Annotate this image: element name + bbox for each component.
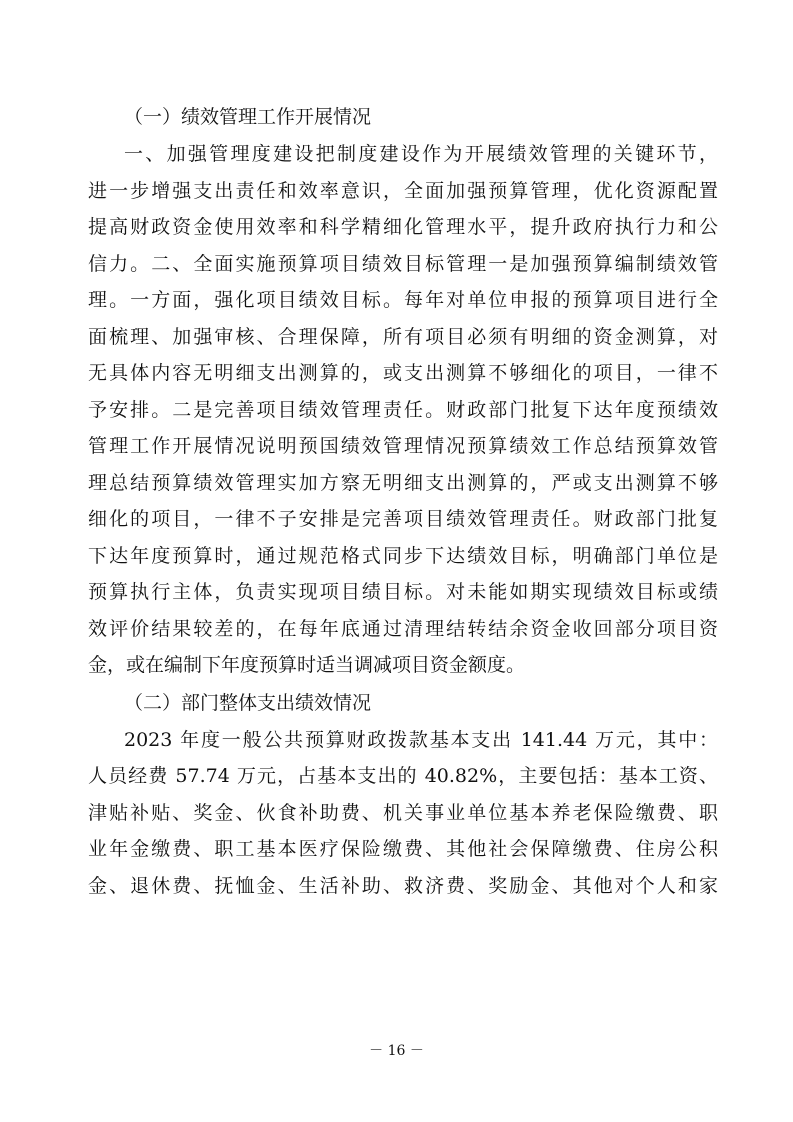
text-line: 信力。二、全面实施预算项目绩效目标管理一是加强预算编制绩效管: [88, 252, 718, 275]
text-line: 金、退休费、抚恤金、生活补助、救济费、奖励金、其他对个人和家: [88, 874, 718, 897]
section-paragraph-performance-management: [88, 136, 718, 684]
section-heading-department-expenditure: （二）部门整体支出绩效情况: [124, 691, 372, 714]
text-line: 管理工作开展情况说明预国绩效管理情况预算绩效工作总结预算效管: [88, 435, 718, 457]
section-paragraph-department-expenditure: [88, 722, 718, 905]
text-line: 金，或在编制下年度预算时适当调减项目资金额度。: [88, 654, 526, 676]
text-line: 效评价结果较差的，在每年底通过清理结转结余资金收回部分项目资: [88, 617, 718, 640]
text-line: 人员经费 57.74 万元，占基本支出的 40.82%，主要包括：基本工资、: [88, 765, 718, 787]
text-line: 一、加强管理度建设把制度建设作为开展绩效管理的关键环节，: [124, 143, 718, 165]
text-line: 进一步增强支出责任和效率意识，全面加强预算管理，优化资源配置: [88, 179, 718, 202]
text-line: 2023 年度一般公共预算财政拨款基本支出 141.44 万元，其中：: [124, 728, 718, 751]
text-line: 理总结预算绩效管理实加方察无明细支出测算的，严或支出测算不够: [88, 471, 718, 494]
text-line: 津贴补贴、奖金、伙食补助费、机关事业单位基本养老保险缴费、职: [88, 801, 718, 824]
text-line: 下达年度预算时，通过规范格式同步下达绩效目标，明确部门单位是: [88, 544, 718, 567]
text-line: 予安排。二是完善项目绩效管理责任。财政部门批复下达年度预绩效: [88, 398, 718, 421]
text-line: 预算执行主体，负责实现项目绩目标。对未能如期实现绩效目标或绩: [88, 581, 718, 603]
document-body: [88, 98, 718, 904]
text-line: 细化的项目，一律不子安排是完善项目绩效管理责任。财政部门批复: [88, 508, 718, 530]
text-line: 面梳理、加强审核、合理保障，所有项目必须有明细的资金测算，对: [88, 325, 718, 348]
text-line: 提高财政资金使用效率和科学精细化管理水平，提升政府执行力和公: [88, 216, 718, 238]
text-line: 业年金缴费、职工基本医疗保险缴费、其他社会保障缴费、住房公积: [88, 838, 718, 860]
section-heading-performance-management: （一）绩效管理工作开展情况: [124, 106, 372, 128]
text-line: 理。一方面，强化项目绩效目标。每年对单位申报的预算项目进行全: [88, 289, 718, 311]
text-line: 无具体内容无明细支出测算的，或支出测算不够细化的项目，一律不: [88, 362, 718, 384]
page-number: － 16 －: [369, 1043, 424, 1059]
